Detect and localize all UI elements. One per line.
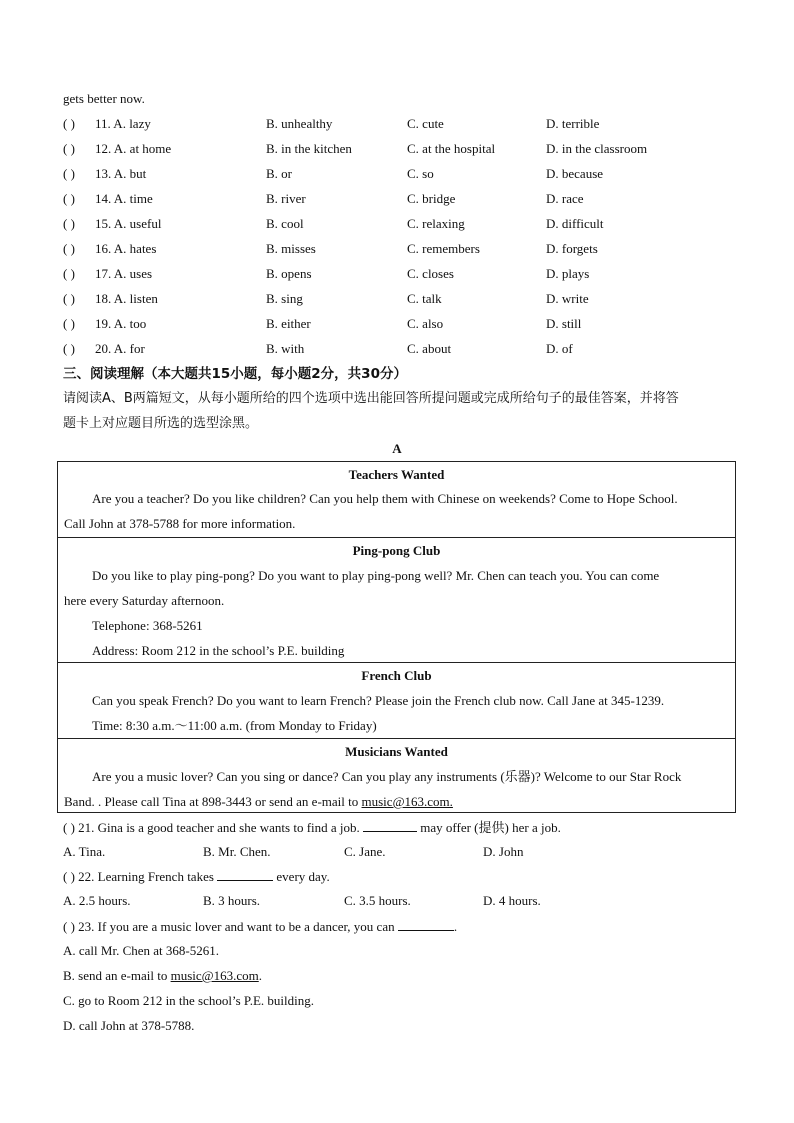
answer-paren: ( )	[63, 919, 75, 934]
cloze-question-19	[63, 315, 743, 333]
option-a: 17. A. uses	[95, 266, 153, 281]
option-c: C. so	[407, 166, 434, 181]
email-link[interactable]: music@163.com.	[361, 794, 453, 809]
question-23-option-c: C. go to Room 212 in the school’s P.E. building.	[63, 993, 314, 1008]
question-22-options	[63, 892, 743, 910]
ad-line: Are you a teacher? Do you like children? Can you help them with Chinese on weekends? Come to Hope School.	[92, 491, 678, 506]
ad-musicians-wanted	[58, 739, 735, 812]
question-stem-end: every day.	[273, 869, 330, 884]
option-a: 12. A. at home	[95, 141, 172, 156]
option-a: 18. A. listen	[95, 291, 158, 306]
option-d: D. in the classroom	[546, 141, 648, 156]
option-a: 13. A. but	[95, 166, 147, 181]
intro-line: gets better now.	[63, 91, 145, 106]
option-d: D. difficult	[546, 216, 604, 231]
option-b: B. unhealthy	[266, 116, 333, 131]
ad-title: Ping-pong Club	[352, 543, 441, 558]
option-b: B. Mr. Chen.	[203, 844, 271, 859]
question-stem-end: may offer (提供) her a job.	[417, 820, 561, 835]
ad-line: Time: 8:30 a.m.～11:00 a.m. (from Monday to Friday)	[92, 718, 377, 733]
instruction-line-2: 题卡上对应题目所选的选型涂黑。	[63, 416, 259, 431]
option-c: C. talk	[407, 291, 442, 306]
cloze-question-18	[63, 290, 743, 308]
ad-line: Are you a music lover? Can you sing or dance? Can you play any instruments (乐器)? Welcome to our Star Rock	[92, 769, 682, 784]
ad-line: Can you speak French? Do you want to learn French? Please join the French club now. Call Jane at 345-1239.	[92, 693, 665, 708]
option-b: B. in the kitchen	[266, 141, 352, 156]
cloze-question-11	[63, 115, 743, 133]
option-b: B. cool	[266, 216, 304, 231]
option-a: A. 2.5 hours.	[63, 893, 131, 908]
ad-line: Telephone: 368-5261	[92, 618, 203, 633]
cloze-question-17	[63, 265, 743, 283]
answer-paren: ( )	[63, 820, 75, 835]
option-c: C. relaxing	[407, 216, 465, 231]
ad-line: Address: Room 212 in the school’s P.E. building	[92, 643, 345, 658]
ad-body	[64, 563, 729, 663]
question-21-options	[63, 843, 743, 861]
answer-paren: ( )	[63, 316, 75, 331]
passage-label: A	[392, 441, 402, 456]
cloze-question-14	[63, 190, 743, 208]
answer-paren: ( )	[63, 291, 75, 306]
ad-ping-pong-club	[58, 538, 735, 663]
email-link[interactable]: music@163.com	[170, 968, 259, 983]
option-d: D. 4 hours.	[483, 893, 541, 908]
answer-blank	[363, 818, 417, 832]
option-b: B. opens	[266, 266, 312, 281]
option-c: C. about	[407, 341, 452, 356]
question-stem: 22. Learning French takes	[74, 869, 218, 884]
question-22	[63, 867, 330, 886]
ad-line: Band. . Please call Tina at 898-3443 or send an e-mail to	[64, 794, 362, 809]
question-stem: 21. Gina is a good teacher and she wants to find a job.	[74, 820, 364, 835]
answer-paren: ( )	[63, 241, 75, 256]
answer-paren: ( )	[63, 116, 75, 131]
answer-paren: ( )	[63, 141, 75, 156]
option-d: D. terrible	[546, 116, 600, 131]
ad-line: Call John at 378-5788 for more information.	[64, 516, 296, 531]
option-c: C. at the hospital	[407, 141, 496, 156]
question-stem-end: .	[453, 919, 458, 934]
ads-table	[57, 461, 736, 813]
option-text: B. send an e-mail to	[63, 968, 171, 983]
section-title: 三、阅读理解（本大题共15小题，每小题2分，共30分）	[63, 366, 407, 382]
cloze-question-16	[63, 240, 743, 258]
question-stem: 23. If you are a music lover and want to be a dancer, you can	[74, 919, 398, 934]
option-a: 20. A. for	[95, 341, 145, 356]
answer-blank	[217, 867, 273, 881]
option-a: 11. A. lazy	[95, 116, 151, 131]
answer-paren: ( )	[63, 166, 75, 181]
ad-body	[64, 764, 729, 814]
question-23-option-a: A. call Mr. Chen at 368-5261.	[63, 943, 219, 958]
option-c: C. also	[407, 316, 444, 331]
ad-title: French Club	[361, 668, 432, 683]
option-d: D. because	[546, 166, 604, 181]
answer-paren: ( )	[63, 869, 75, 884]
ad-line: Do you like to play ping-pong? Do you want to play ping-pong well? Mr. Chen can teach you. You can come	[92, 568, 660, 583]
instruction-line-1: 请阅读A、B两篇短文，从每小题所给的四个选项中选出能回答所提问题或完成所给句子的最佳答案，并将答	[63, 391, 679, 406]
option-b: B. 3 hours.	[203, 893, 261, 908]
option-a: 15. A. useful	[95, 216, 162, 231]
option-d: D. John	[483, 844, 524, 859]
ad-line: here every Saturday afternoon.	[64, 593, 225, 608]
ad-french-club	[58, 663, 735, 739]
option-b: B. or	[266, 166, 292, 181]
option-b: B. misses	[266, 241, 316, 256]
cloze-question-13	[63, 165, 743, 183]
answer-paren: ( )	[63, 216, 75, 231]
option-a: 16. A. hates	[95, 241, 157, 256]
option-c: C. Jane.	[344, 844, 386, 859]
question-21	[63, 818, 561, 837]
ad-body	[64, 486, 729, 536]
option-c: C. closes	[407, 266, 454, 281]
option-a: 14. A. time	[95, 191, 153, 206]
option-a: 19. A. too	[95, 316, 147, 331]
option-text-end: .	[258, 968, 262, 983]
answer-paren: ( )	[63, 266, 75, 281]
option-b: B. river	[266, 191, 306, 206]
cloze-question-12	[63, 140, 743, 158]
option-c: C. remembers	[407, 241, 480, 256]
cloze-question-20	[63, 340, 743, 358]
question-23	[63, 917, 457, 936]
answer-paren: ( )	[63, 341, 75, 356]
answer-blank	[398, 917, 454, 931]
option-b: B. sing	[266, 291, 303, 306]
option-d: D. race	[546, 191, 584, 206]
option-d: D. of	[546, 341, 573, 356]
option-c: C. bridge	[407, 191, 456, 206]
option-a: A. Tina.	[63, 844, 106, 859]
option-c: C. 3.5 hours.	[344, 893, 411, 908]
option-b: B. either	[266, 316, 311, 331]
option-b: B. with	[266, 341, 305, 356]
option-d: D. write	[546, 291, 589, 306]
option-d: D. still	[546, 316, 582, 331]
ad-title: Musicians Wanted	[345, 744, 448, 759]
ad-title: Teachers Wanted	[348, 467, 445, 482]
ad-teachers-wanted	[58, 462, 735, 538]
ad-body	[64, 688, 729, 738]
question-23-option-b	[63, 967, 262, 985]
question-23-option-d: D. call John at 378-5788.	[63, 1018, 195, 1033]
answer-paren: ( )	[63, 191, 75, 206]
cloze-question-15	[63, 215, 743, 233]
option-c: C. cute	[407, 116, 444, 131]
option-d: D. forgets	[546, 241, 598, 256]
option-d: D. plays	[546, 266, 590, 281]
